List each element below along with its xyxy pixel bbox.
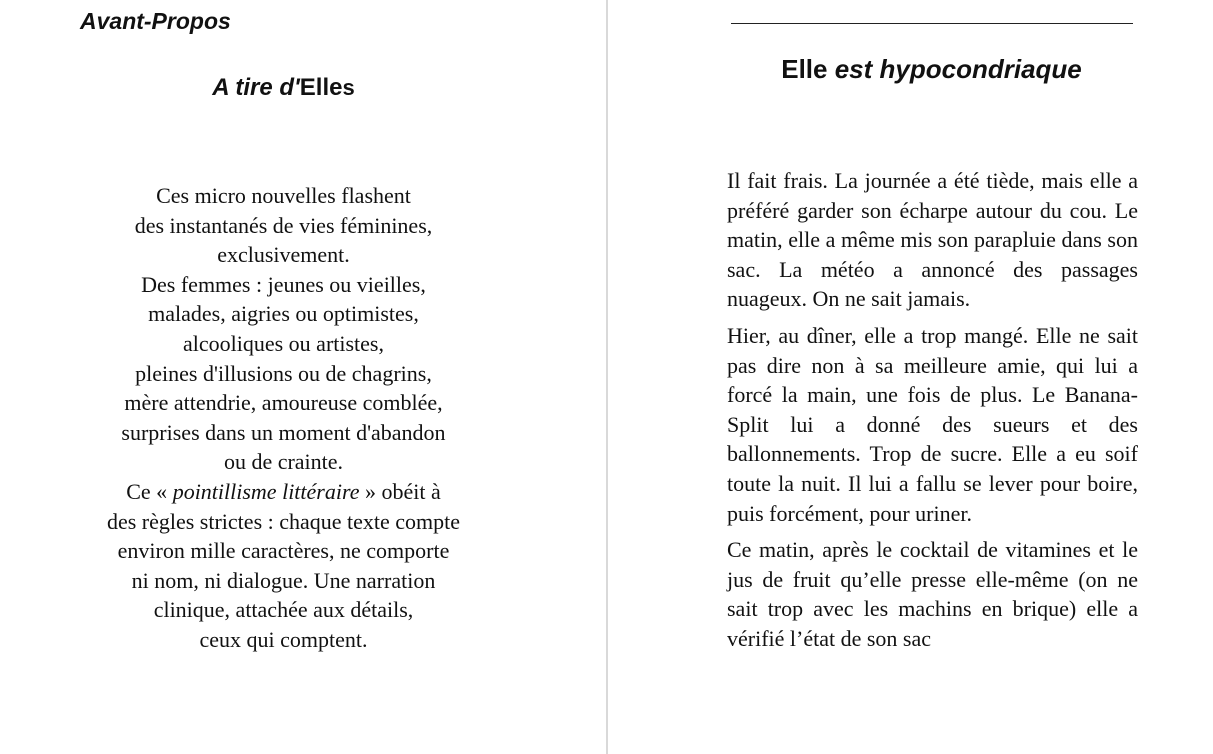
header-rule [731, 23, 1133, 24]
story-paragraph: Ce matin, après le cocktail de vitamines et le jus de fruit qu’elle presse elle-même (on ne sait trop avec les machins en brique) elle a vérifié l’état de son sac [727, 537, 1138, 651]
foreword-title-name: Elle [299, 74, 343, 101]
page-gutter-divider [606, 0, 608, 754]
story-title-italic: est hypocondriaque [834, 54, 1082, 84]
foreword-line: alcooliques ou artistes, [182, 330, 384, 356]
story-title-plain: Elle [781, 54, 835, 84]
quote-after: » obéit à [359, 478, 441, 504]
right-page [610, 0, 1213, 754]
foreword-line: des instantanés de vies féminines, [134, 212, 433, 238]
story-body [727, 166, 1138, 661]
quote-italic: pointillisme littéraire [172, 478, 360, 504]
running-head: Avant-Propos [80, 8, 231, 34]
story-title [610, 52, 1213, 86]
foreword-title [0, 72, 567, 104]
foreword-line: Des femmes : jeunes ou vieilles, [141, 271, 426, 297]
foreword-line: des règles strictes : chaque texte compte [106, 508, 461, 534]
foreword-line: ou de crainte. [223, 449, 344, 475]
foreword-line: exclusivement. [217, 242, 350, 268]
foreword-line: ceux qui comptent. [199, 626, 368, 652]
foreword-line: ni nom, ni dialogue. Une narration [131, 567, 436, 593]
story-paragraph: Il fait frais. La journée a été tiède, mais elle a préféré garder son écharpe autour du cou. Le matin, elle a même mis son parapluie dans son sac. La météo a annoncé des passages nuageux. On ne sait jamais. [727, 168, 1138, 312]
foreword-title-italic: A tire d' [212, 74, 300, 101]
foreword-line: environ mille caractères, ne comporte [117, 538, 450, 564]
quote-before: Ce « [126, 478, 173, 504]
foreword-line: pleines d'illusions ou de chagrins, [135, 360, 432, 386]
story-paragraph: Hier, au dîner, elle a trop mangé. Elle ne sait pas dire non à sa meilleure amie, qui lui a forcé la main, une fois de plus. Le Banana-Split lui a donné des sueurs et des ballonnements. Trop de sucre. Elle a eu soif toute la nuit. Il lui a fallu se lever pour boire, puis forcément, pour uriner. [727, 322, 1138, 526]
foreword-line: Ces micro nouvelles flashent [156, 183, 411, 208]
foreword-title-suffix: s [342, 75, 355, 100]
foreword-line: surprises dans un moment d'abandon [121, 419, 446, 445]
foreword-line: malades, aigries ou optimistes, [148, 301, 419, 327]
foreword-line: mère attendrie, amoureuse comblée, [124, 390, 443, 416]
foreword-text [0, 181, 567, 655]
foreword-quote-line [0, 477, 567, 507]
foreword-line: clinique, attachée aux détails, [153, 597, 414, 623]
